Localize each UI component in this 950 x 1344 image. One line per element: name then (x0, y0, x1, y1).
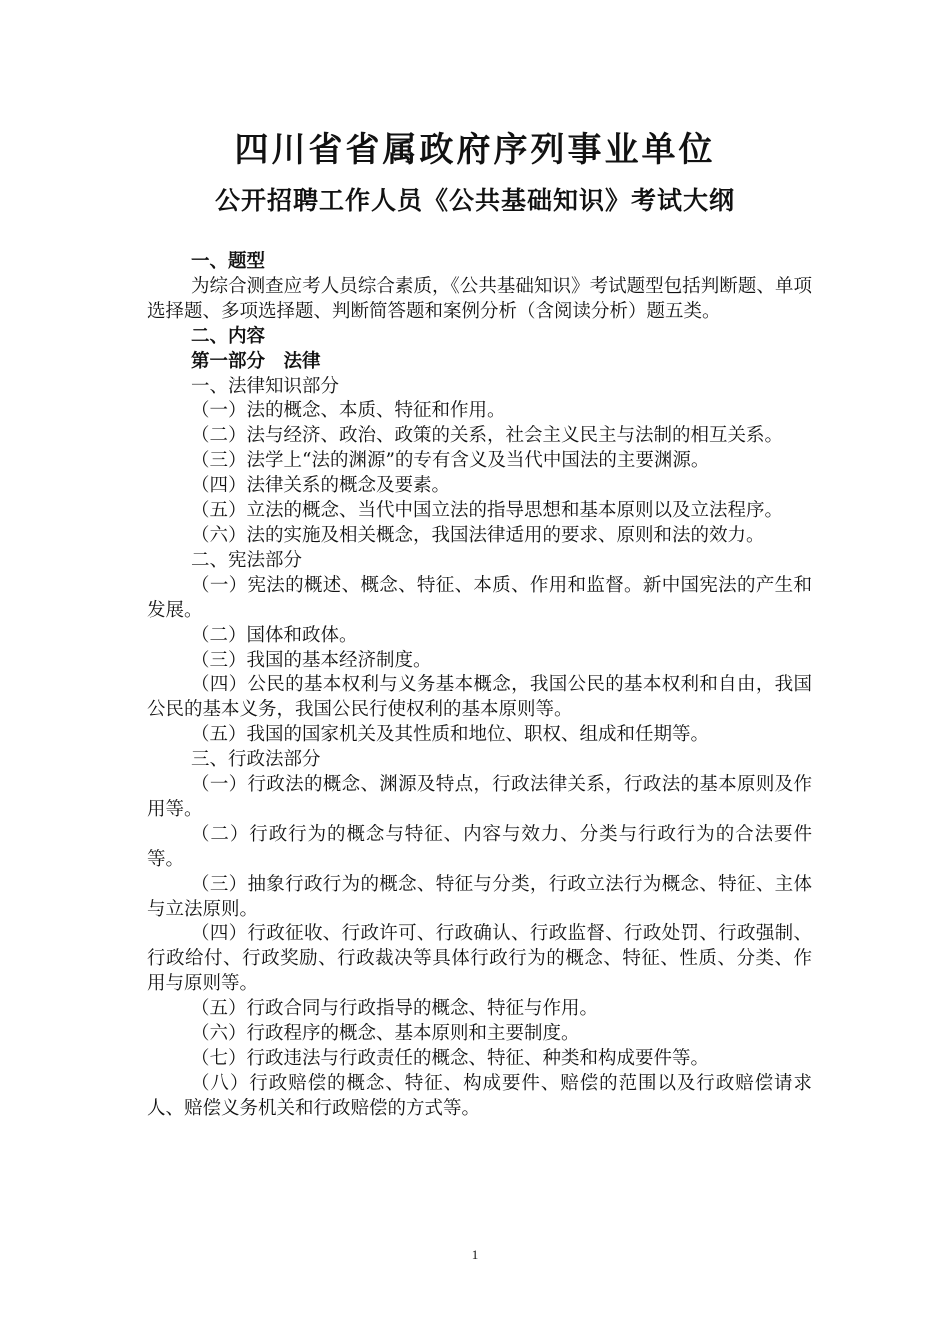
page-number: 1 (471, 1247, 479, 1262)
body-paragraph: （二）行政行为的概念与特征、内容与效力、分类与行政行为的合法要件等。 (147, 823, 812, 870)
section-heading: 第一部分 法律 (191, 350, 321, 372)
section-heading: 一、题型 (191, 251, 266, 272)
body-paragraph: 为综合测查应考人员综合素质，《公共基础知识》考试题型包括判断题、单项选择题、多项选择题、判断简答题和案例分析（含阅读分析）题五类。 (147, 275, 812, 322)
body-paragraph: （一）行政法的概念、渊源及特点，行政法律关系，行政法的基本原则及作用等。 (147, 774, 812, 820)
body-paragraph: （四）公民的基本权利与义务基本概念，我国公民的基本权利和自由，我国公民的基本义务，我国公民行使权利的基本原则等。 (147, 674, 812, 721)
body-paragraph: （三）我国的基本经济制度。 (191, 649, 432, 671)
document-subtitle: 公开招聘工作人员《公共基础知识》考试大纲 (214, 186, 735, 215)
body-paragraph: 三、行政法部分 (191, 749, 321, 771)
body-paragraph: （二）国体和政体。 (191, 624, 358, 646)
document-body (147, 250, 812, 1122)
body-paragraph: （四）行政征收、行政许可、行政确认、行政监督、行政处罚、行政强制、行政给付、行政奖励、行政裁决等具体行政行为的概念、特征、性质、分类、作用与原则等。 (147, 923, 812, 995)
body-paragraph: （二）法与经济、政治、政策的关系，社会主义民主与法制的相互关系。 (191, 425, 784, 447)
body-paragraph: （七）行政违法与行政责任的概念、特征、种类和构成要件等。 (191, 1048, 710, 1069)
body-paragraph: （五）行政合同与行政指导的概念、特征与作用。 (191, 998, 599, 1020)
body-paragraph: （三）法学上“法的渊源”的专有含义及当代中国法的主要渊源。 (191, 450, 710, 472)
body-paragraph: （一）宪法的概述、概念、特征、本质、作用和监督。新中国宪法的产生和发展。 (147, 574, 812, 621)
body-paragraph: （六）法的实施及相关概念，我国法律适用的要求、原则和法的效力。 (191, 524, 765, 546)
body-paragraph: （六）行政程序的概念、基本原则和主要制度。 (191, 1023, 580, 1045)
body-paragraph: （三）抽象行政行为的概念、特征与分类，行政立法行为概念、特征、主体与立法原则。 (147, 873, 812, 920)
body-paragraph: （四）法律关系的概念及要素。 (191, 475, 451, 497)
body-paragraph: （五）我国的国家机关及其性质和地位、职权、组成和任期等。 (191, 724, 710, 746)
body-paragraph: （一）法的概念、本质、特征和作用。 (191, 400, 506, 422)
section-heading: 二、内容 (191, 325, 266, 347)
body-paragraph: （八）行政赔偿的概念、特征、构成要件、赔偿的范围以及行政赔偿请求人、赔偿义务机关和行政赔偿的方式等。 (147, 1072, 812, 1119)
document-title: 四川省省属政府序列事业单位 (234, 130, 716, 170)
body-paragraph: （五）立法的概念、当代中国立法的指导思想和基本原则以及立法程序。 (191, 500, 784, 522)
body-paragraph: 一、法律知识部分 (191, 375, 340, 397)
body-paragraph: 二、宪法部分 (191, 549, 303, 571)
